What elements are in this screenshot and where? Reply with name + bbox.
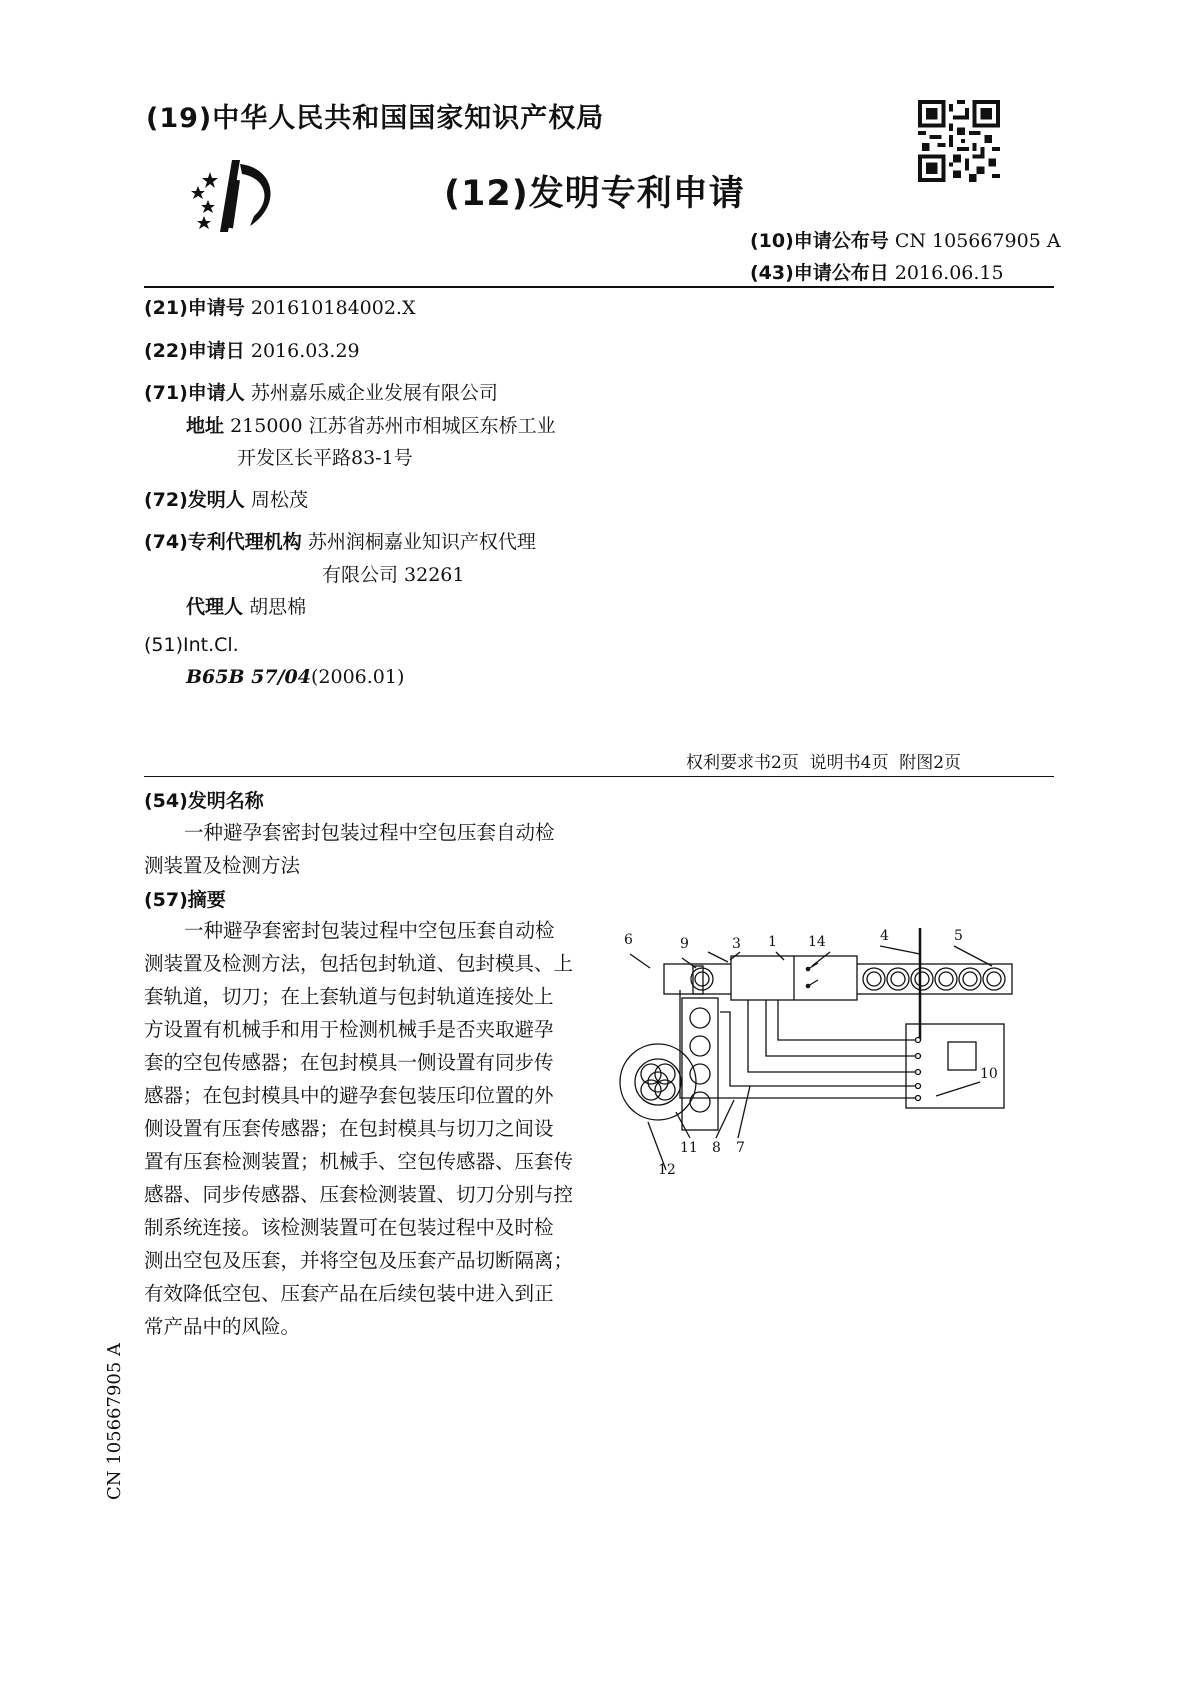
intcl-label: (51)Int.Cl. — [144, 634, 239, 656]
fig-label-4: 4 — [880, 928, 889, 944]
abstract-line: 方设置有机械手和用于检测机械手是否夹取避孕 — [144, 1018, 554, 1041]
abstract-line: 套轨道，切刀；在上套轨道与包封轨道连接处上 — [144, 985, 554, 1008]
application-date-field — [144, 336, 360, 363]
abstract-line: 置有压套检测装置；机械手、空包传感器、压套传 — [144, 1150, 574, 1173]
address-field — [186, 411, 556, 438]
inventor: 周松茂 — [250, 489, 308, 511]
fig-label-11: 11 — [680, 1140, 698, 1156]
intcl-code: B65B 57/04 — [186, 666, 311, 688]
applicant-field — [144, 378, 498, 405]
fig-label-10: 10 — [980, 1066, 998, 1082]
fig-label-3: 3 — [732, 936, 741, 952]
inventor-field — [144, 485, 308, 512]
abstract-line: 测出空包及压套，并将空包及压套产品切断隔离； — [144, 1249, 574, 1272]
fig-label-12: 12 — [658, 1162, 676, 1178]
invention-title — [144, 816, 594, 882]
application-number-label: (21)申请号 — [144, 297, 245, 319]
application-number-field — [144, 293, 416, 320]
agency-line-1: 苏州润桐嘉业知识产权代理 — [307, 531, 536, 553]
publication-date-label: (43)申请公布日 — [750, 262, 889, 284]
abstract-line: 常产品中的风险。 — [144, 1315, 301, 1338]
intcl-version: (2006.01) — [311, 666, 405, 688]
abstract-line: 有效降低空包、压套产品在后续包装中进入到正 — [144, 1282, 554, 1305]
publication-date: 2016.06.15 — [894, 262, 1004, 284]
office-name: (19)中华人民共和国国家知识产权局 — [146, 103, 605, 134]
abstract-line: 感器；在包封模具中的避孕套包装压印位置的外 — [144, 1084, 554, 1107]
header-rule — [144, 286, 1054, 288]
fig-label-7: 7 — [736, 1140, 745, 1156]
agency-field — [144, 527, 536, 554]
qr-code — [918, 100, 1000, 182]
applicant-label: (71)申请人 — [144, 382, 245, 404]
title-label: (54)发明名称 — [144, 790, 264, 812]
page-counts: 权利要求书2页 说明书4页 附图2页 — [686, 753, 962, 773]
abstract-line: 测装置及检测方法，包括包封轨道、包封模具、上 — [144, 952, 574, 975]
abstract-text — [144, 914, 594, 1343]
fig-label-6: 6 — [624, 932, 633, 948]
agency-line-2: 有限公司 32261 — [322, 564, 465, 586]
agent-field — [186, 592, 306, 619]
fig-label-5: 5 — [954, 928, 963, 944]
publication-number-row — [750, 226, 1061, 253]
abstract-figure — [618, 900, 1058, 1180]
invention-title-line-1: 一种避孕套密封包装过程中空包压套自动检 — [184, 821, 555, 844]
agency-label: (74)专利代理机构 — [144, 531, 302, 553]
inventor-label: (72)发明人 — [144, 489, 245, 511]
application-number: 201610184002.X — [250, 297, 416, 319]
application-date: 2016.03.29 — [250, 340, 360, 362]
side-publication-number: CN 105667905 A — [104, 1342, 125, 1500]
invention-title-line-2: 测装置及检测方法 — [144, 854, 301, 877]
abstract-line: 感器、同步传感器、压套检测装置、切刀分别与控 — [144, 1183, 574, 1206]
document-type: (12)发明专利申请 — [444, 174, 745, 214]
agent: 胡思棉 — [249, 596, 307, 618]
abstract-line: 制系统连接。该检测装置可在包装过程中及时检 — [144, 1216, 554, 1239]
cnipa-logo — [180, 150, 290, 240]
address-line-2: 开发区长平路83-1号 — [237, 447, 413, 469]
fig-label-9: 9 — [680, 936, 689, 952]
publication-date-row — [750, 258, 1004, 285]
fig-label-1: 1 — [768, 934, 777, 950]
applicant: 苏州嘉乐威企业发展有限公司 — [250, 382, 498, 404]
intcl-field — [186, 666, 404, 688]
abstract-line: 侧设置有压套传感器；在包封模具与切刀之间设 — [144, 1117, 554, 1140]
abstract-label: (57)摘要 — [144, 889, 226, 911]
agent-label: 代理人 — [186, 596, 244, 618]
address-line-1: 215000 江苏省苏州市相城区东桥工业 — [230, 415, 556, 437]
publication-number: CN 105667905 A — [894, 230, 1061, 252]
section-rule — [144, 776, 1054, 777]
address-label: 地址 — [186, 415, 225, 437]
application-date-label: (22)申请日 — [144, 340, 245, 362]
abstract-line: 一种避孕套密封包装过程中空包压套自动检 — [184, 919, 555, 942]
abstract-line: 套的空包传感器；在包封模具一侧设置有同步传 — [144, 1051, 554, 1074]
fig-label-8: 8 — [712, 1140, 721, 1156]
publication-number-label: (10)申请公布号 — [750, 230, 889, 252]
fig-label-14: 14 — [808, 934, 826, 950]
